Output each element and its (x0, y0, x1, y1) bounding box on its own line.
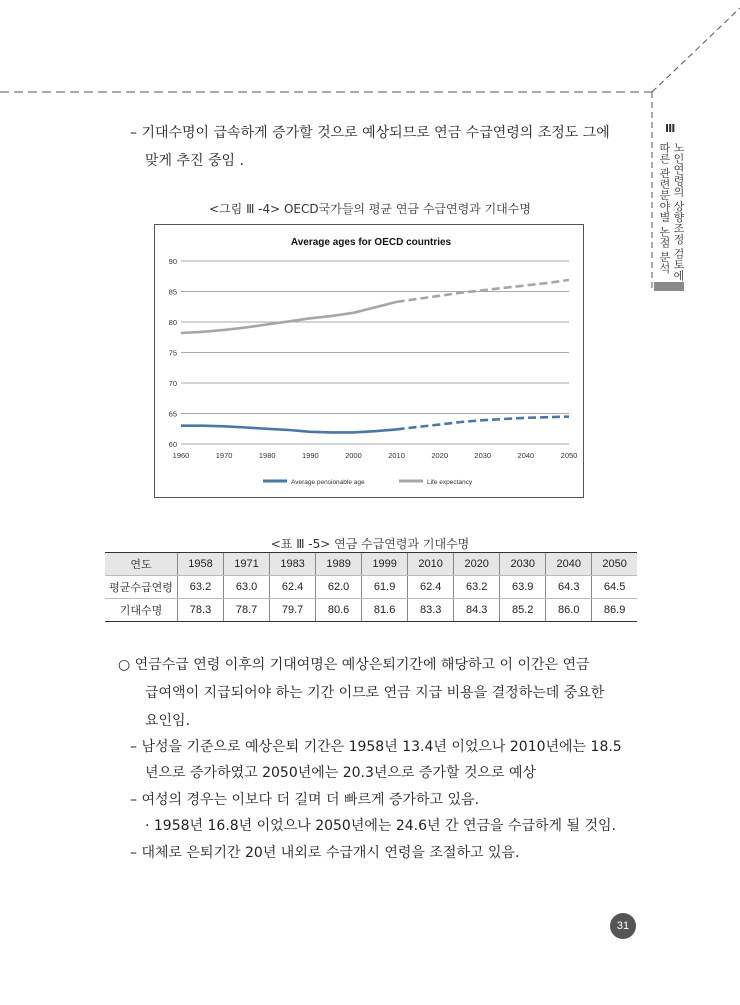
y-tick-label: 60 (168, 440, 177, 449)
year-cell: 1999 (362, 553, 408, 576)
series-line-0-projected (397, 417, 569, 430)
table-caption: <표 Ⅲ -5> 연금 수급연령과 기대수명 (270, 537, 470, 551)
chapter-tab-bar (654, 282, 684, 291)
table-cell: 63.2 (454, 576, 500, 599)
chapter-side-tab (656, 118, 686, 280)
x-tick-label: 1990 (301, 451, 319, 460)
table-cell: 62.4 (270, 576, 316, 599)
figure-caption: <그림 Ⅲ -4> OECD국가들의 평균 연금 수급연령과 기대수명 (209, 202, 531, 216)
table-row (105, 599, 637, 622)
chart-frame (154, 224, 584, 498)
x-tick-label: 1970 (215, 451, 233, 460)
year-cell: 2040 (546, 553, 592, 576)
table-cell: 78.7 (224, 599, 270, 622)
paragraph-1-line-2: 급여액이 지급되어야 하는 기간 이므로 연금 지급 비용을 결정하는데 중요한 (145, 685, 605, 701)
table-cell: 63.9 (500, 576, 546, 599)
chapter-title-line2: 따른 관련분야별 논점 분석 (658, 142, 671, 274)
bullet-3: – 대체로 은퇴기간 20년 내외로 수급개시 연령을 조절하고 있음. (130, 845, 520, 861)
intro-line-2: 맞게 추진 중임 . (145, 153, 244, 169)
chapter-title-line1: 노인연령의 상향조정 검토에 (672, 142, 685, 281)
table-cell: 64.5 (592, 576, 637, 599)
bullet-1-line-1: – 남성을 기준으로 예상은퇴 기간은 1958년 13.4년 이었으나 2010년에는 18.5 (130, 739, 622, 755)
y-tick-label: 80 (168, 318, 177, 327)
year-cell: 1989 (316, 553, 362, 576)
year-cell: 1958 (178, 553, 224, 576)
year-cell: 2020 (454, 553, 500, 576)
table-cell: 86.0 (546, 599, 592, 622)
table-cell: 78.3 (178, 599, 224, 622)
x-tick-label: 2050 (560, 451, 578, 460)
table-row (105, 576, 637, 599)
legend-label: Life expectancy (427, 479, 473, 486)
table-cell: 63.0 (224, 576, 270, 599)
x-tick-label: 2030 (474, 451, 492, 460)
series-line-1-actual (181, 302, 397, 333)
x-tick-label: 1960 (172, 451, 190, 460)
row-label: 기대수명 (105, 599, 178, 622)
table-cell: 79.7 (270, 599, 316, 622)
x-tick-label: 2010 (388, 451, 405, 460)
row-label: 평균수급연령 (105, 576, 178, 599)
year-cell: 1983 (270, 553, 316, 576)
table-cell: 62.4 (408, 576, 454, 599)
table-cell: 86.9 (592, 599, 637, 622)
series-line-1-projected (397, 280, 569, 302)
table-cell: 84.3 (454, 599, 500, 622)
year-cell: 2050 (592, 553, 637, 576)
table-cell: 61.9 (362, 576, 408, 599)
table-cell: 80.6 (316, 599, 362, 622)
x-tick-label: 2000 (345, 451, 362, 460)
pension-age-life-expectancy-table (105, 552, 637, 622)
year-cell: 2030 (500, 553, 546, 576)
y-tick-label: 75 (168, 348, 177, 358)
table-cell: 81.6 (362, 599, 408, 622)
paragraph-1-line-3: 요인임. (145, 713, 191, 729)
y-tick-label: 90 (168, 257, 177, 266)
table-cell: 85.2 (500, 599, 546, 622)
table-cell: 63.2 (178, 576, 224, 599)
chapter-number: Ⅲ (665, 122, 676, 135)
x-tick-label: 2040 (517, 451, 535, 460)
table-cell: 64.3 (546, 576, 592, 599)
oecd-average-ages-chart (155, 225, 583, 497)
legend-label: Average pensionable age (291, 479, 365, 486)
y-tick-label: 85 (168, 287, 177, 297)
year-cell: 2010 (408, 553, 454, 576)
table-header-row (105, 553, 637, 576)
y-tick-label: 70 (168, 379, 177, 388)
chart-title: Average ages for OECD countries (290, 237, 452, 248)
bullet-2: – 여성의 경우는 이보다 더 길며 더 빠르게 증가하고 있음. (130, 792, 480, 808)
page-number: 31 (610, 913, 636, 939)
paragraph-1-line-1: ○ 연금수급 연령 이후의 기대여명은 예상은퇴기간에 해당하고 이 이간은 연금 (118, 657, 590, 673)
intro-line-1: – 기대수명이 급속하게 증가할 것으로 예상되므로 연금 수급연령의 조정도 그에 (130, 125, 610, 141)
year-cell: 1971 (224, 553, 270, 576)
table-cell: 62.0 (316, 576, 362, 599)
bullet-1-line-2: 년으로 증가하였고 2050년에는 20.3년으로 증가할 것으로 예상 (145, 765, 537, 781)
bullet-2-sub: · 1958년 16.8년 이었으나 2050년에는 24.6년 간 연금을 수급하게 될 것임. (145, 818, 617, 834)
y-tick-label: 65 (168, 409, 177, 419)
series-line-0-actual (181, 426, 397, 433)
table-cell: 83.3 (408, 599, 454, 622)
x-tick-label: 2020 (431, 451, 449, 460)
x-tick-label: 1980 (258, 451, 276, 460)
table-header-label: 연도 (105, 553, 178, 576)
